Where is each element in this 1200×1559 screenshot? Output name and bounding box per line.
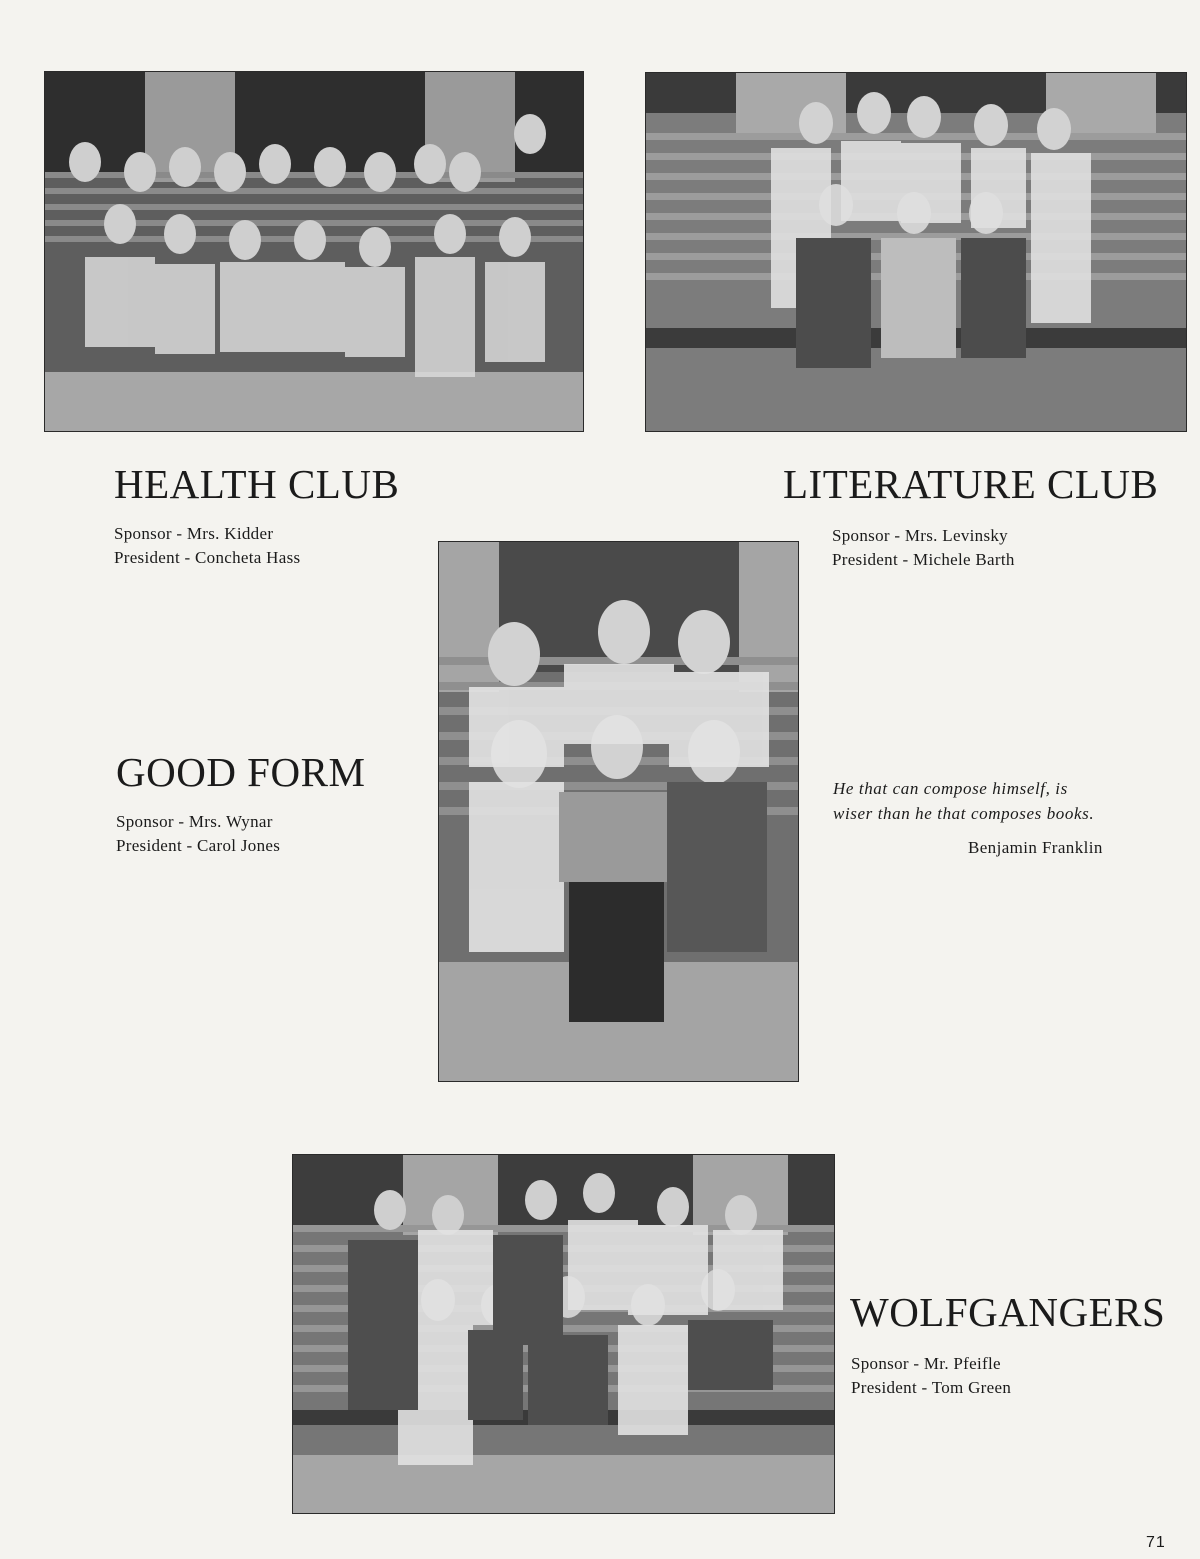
health-club-sponsor: Sponsor - Mrs. Kidder (114, 524, 274, 543)
literature-club-title: LITERATURE CLUB (783, 461, 1159, 507)
quote-line-1: He that can compose himself, is (833, 779, 1068, 798)
page-number: 71 (1146, 1534, 1166, 1551)
wolfgangers-title: WOLFGANGERS (850, 1289, 1166, 1335)
good-form-title: GOOD FORM (116, 749, 366, 795)
quote-line-2: wiser than he that composes books. (833, 804, 1095, 823)
health-club-photo (44, 71, 584, 432)
good-form-photo (438, 541, 799, 1082)
wolfgangers-sponsor: Sponsor - Mr. Pfeifle (851, 1354, 1001, 1373)
franklin-quote (833, 776, 1094, 826)
literature-club-info (832, 524, 1015, 572)
literature-club-president: President - Michele Barth (832, 550, 1015, 569)
wolfgangers-photo (292, 1154, 835, 1514)
wolfgangers-info (851, 1352, 1011, 1400)
health-club-president: President - Concheta Hass (114, 548, 301, 567)
wolfgangers-president: President - Tom Green (851, 1378, 1012, 1397)
good-form-info (116, 810, 280, 858)
literature-club-photo (645, 72, 1187, 432)
quote-author: Benjamin Franklin (968, 838, 1103, 857)
good-form-president: President - Carol Jones (116, 836, 281, 855)
health-club-title: HEALTH CLUB (114, 461, 400, 507)
literature-club-sponsor: Sponsor - Mrs. Levinsky (832, 526, 1008, 545)
health-club-info (114, 522, 300, 570)
good-form-sponsor: Sponsor - Mrs. Wynar (116, 812, 273, 831)
